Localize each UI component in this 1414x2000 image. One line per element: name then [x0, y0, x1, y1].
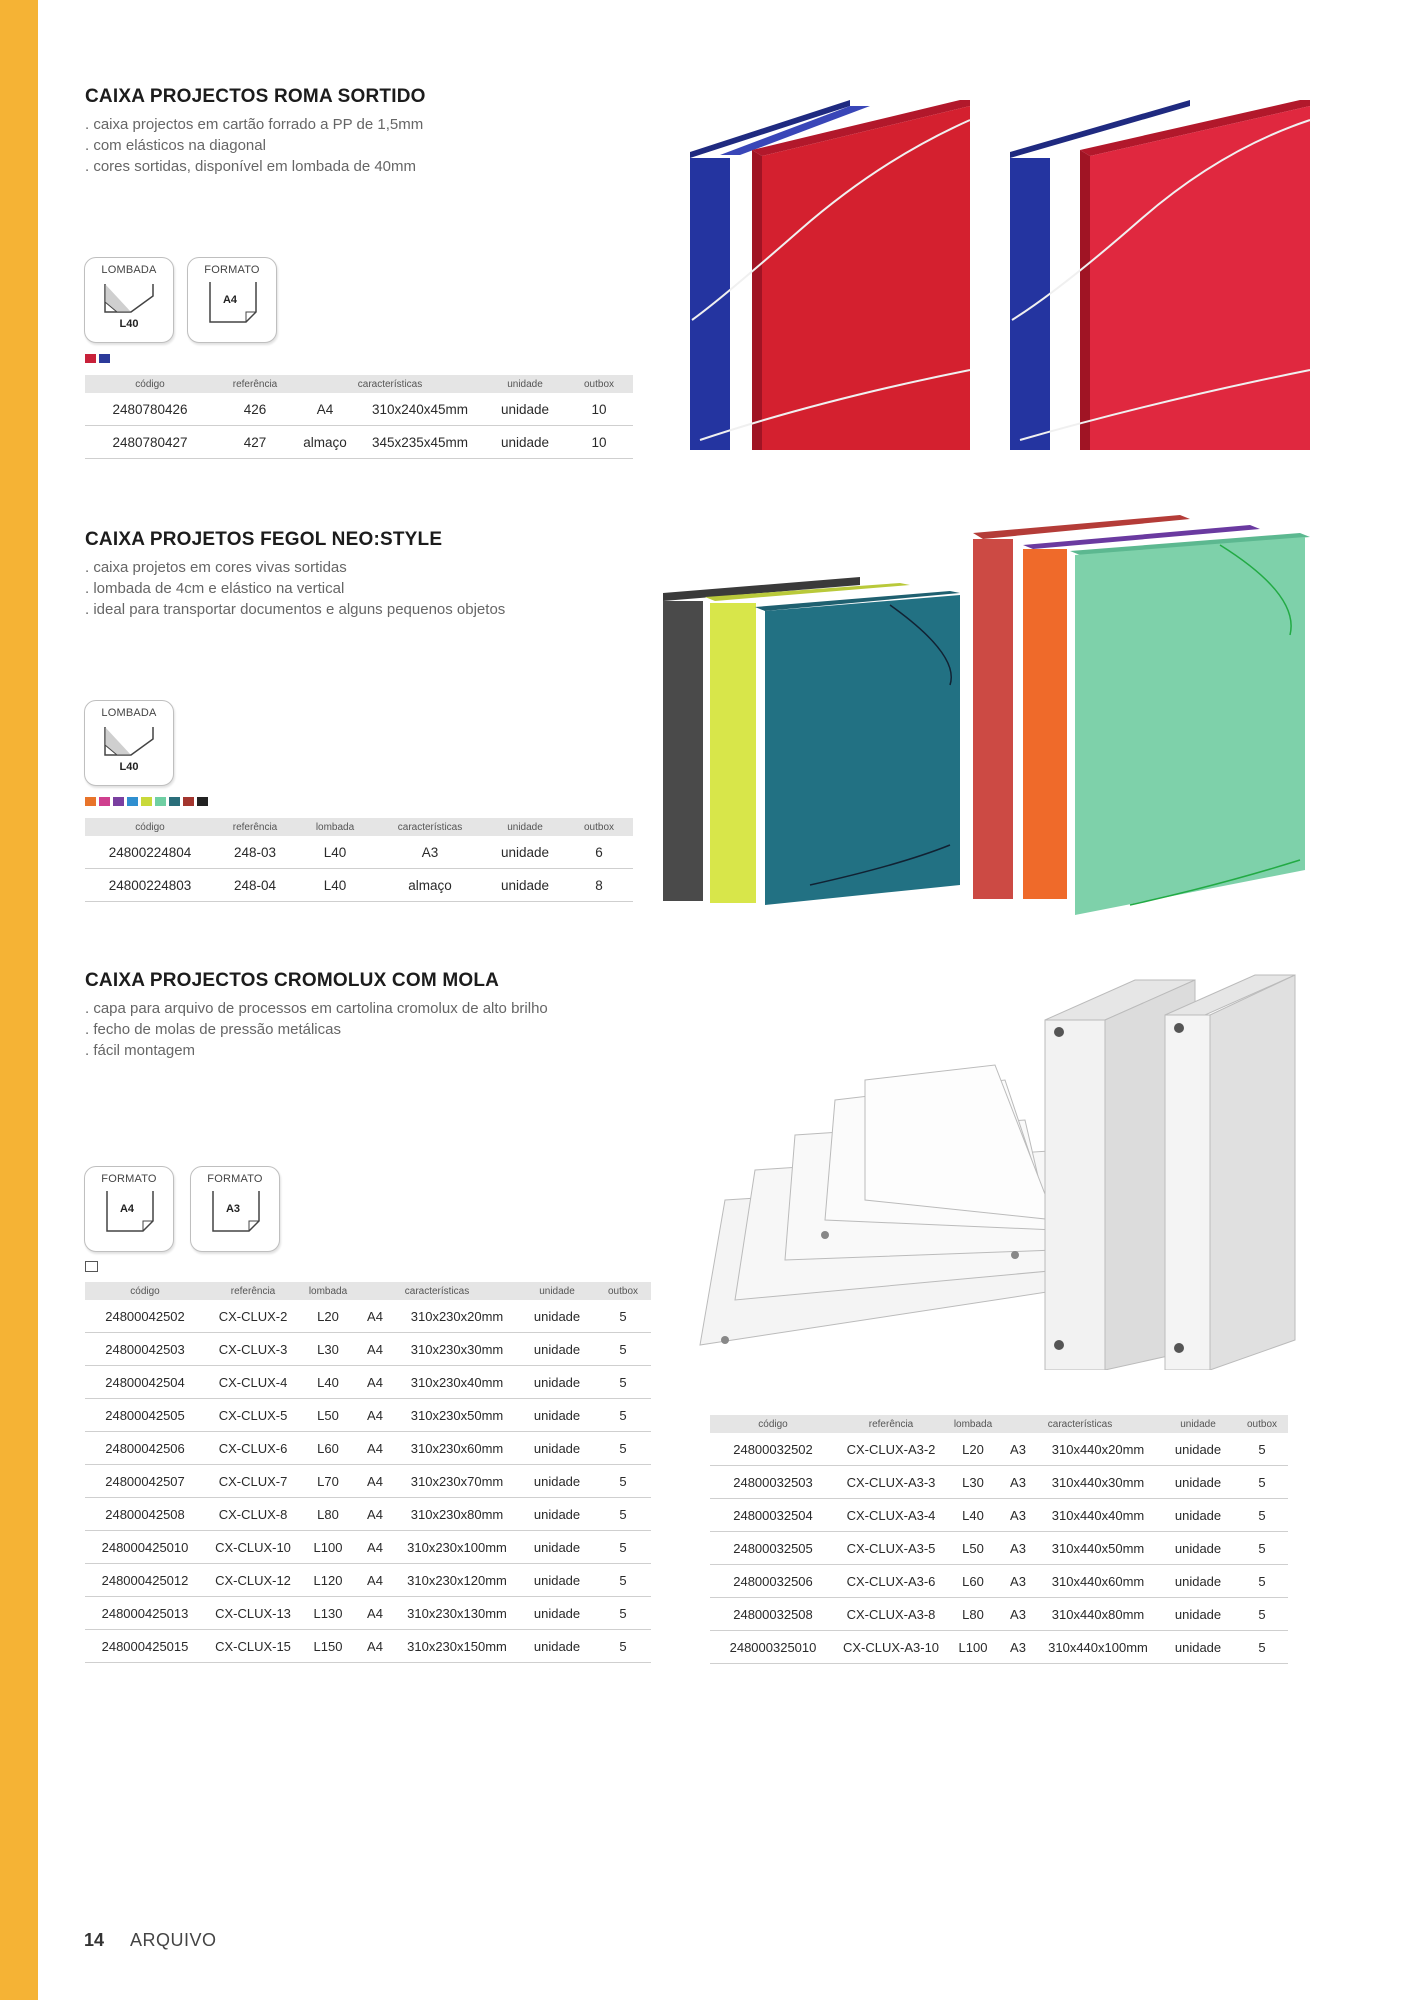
feature-list	[85, 114, 426, 177]
column-header: código	[85, 1282, 205, 1300]
table-row	[85, 1432, 651, 1465]
cell-size: 310x230x150mm	[395, 1630, 519, 1663]
spec-table-a4	[85, 1282, 651, 1663]
table-row	[85, 1498, 651, 1531]
table-row	[85, 1333, 651, 1366]
cell-size: 310x230x30mm	[395, 1333, 519, 1366]
cell-unit: unidade	[485, 393, 565, 426]
cell-code: 248000325010	[710, 1631, 836, 1664]
column-header: referência	[836, 1415, 946, 1433]
feature-item: . capa para arquivo de processos em cartolina cromolux de alto brilho	[85, 998, 548, 1019]
badge-value: L40	[119, 318, 139, 330]
cell-size: 310x230x50mm	[395, 1399, 519, 1432]
column-header: unidade	[519, 1282, 595, 1300]
cell-ref: CX-CLUX-4	[205, 1366, 301, 1399]
cell-code: 24800042502	[85, 1300, 205, 1333]
color-swatches	[85, 354, 110, 363]
feature-item: . cores sortidas, disponível em lombada de 40mm	[85, 156, 426, 177]
cell-spine: L30	[946, 1466, 1000, 1499]
cell-format: almaço	[375, 869, 485, 902]
cell-ref: CX-CLUX-3	[205, 1333, 301, 1366]
cell-spine: L20	[301, 1300, 355, 1333]
cell-spine: L100	[301, 1531, 355, 1564]
cell-code: 24800042503	[85, 1333, 205, 1366]
color-swatch	[85, 354, 96, 363]
cell-outbox: 5	[595, 1564, 651, 1597]
table-row	[85, 869, 633, 902]
cell-format: A4	[355, 1564, 395, 1597]
cell-code: 24800032505	[710, 1532, 836, 1565]
cell-size: 310x440x80mm	[1036, 1598, 1160, 1631]
cell-ref: CX-CLUX-A3-4	[836, 1499, 946, 1532]
table-row	[85, 1597, 651, 1630]
cell-unit: unidade	[519, 1432, 595, 1465]
product-title: CAIXA PROJETOS FEGOL NEO:STYLE	[85, 529, 443, 550]
column-header: outbox	[565, 818, 633, 836]
cell-ref: CX-CLUX-10	[205, 1531, 301, 1564]
color-swatch	[169, 797, 180, 806]
cell-ref: CX-CLUX-A3-3	[836, 1466, 946, 1499]
cell-unit: unidade	[519, 1498, 595, 1531]
cell-code: 248000425012	[85, 1564, 205, 1597]
cell-unit: unidade	[1160, 1466, 1236, 1499]
cell-ref: CX-CLUX-12	[205, 1564, 301, 1597]
cell-outbox: 10	[565, 393, 633, 426]
cell-size: 310x440x50mm	[1036, 1532, 1160, 1565]
section-fegol	[85, 529, 505, 620]
page-number: 14	[84, 1930, 105, 1950]
cell-size: 310x440x20mm	[1036, 1433, 1160, 1466]
color-swatch	[197, 797, 208, 806]
spec-table	[85, 375, 633, 459]
cell-spine: L50	[946, 1532, 1000, 1565]
feature-list	[85, 998, 548, 1061]
cell-code: 2480780427	[85, 426, 215, 459]
product-title: CAIXA PROJECTOS ROMA SORTIDO	[85, 86, 426, 107]
feature-item: . ideal para transportar documentos e alguns pequenos objetos	[85, 599, 505, 620]
cell-spine: L70	[301, 1465, 355, 1498]
cell-size: 310x230x120mm	[395, 1564, 519, 1597]
cell-spine: L40	[301, 1366, 355, 1399]
cell-size: 310x440x30mm	[1036, 1466, 1160, 1499]
column-header: lombada	[301, 1282, 355, 1300]
cell-outbox: 5	[595, 1333, 651, 1366]
table-row	[85, 1564, 651, 1597]
table-row	[710, 1466, 1288, 1499]
section-roma	[85, 86, 426, 177]
cell-format: A4	[355, 1300, 395, 1333]
cell-spine: L100	[946, 1631, 1000, 1664]
cell-unit: unidade	[1160, 1433, 1236, 1466]
table-row	[85, 836, 633, 869]
badge-label: LOMBADA	[101, 707, 157, 719]
column-header: código	[85, 375, 215, 393]
spine-badge	[84, 700, 174, 786]
cell-spine: L80	[946, 1598, 1000, 1631]
feature-item: . caixa projectos em cartão forrado a PP de 1,5mm	[85, 114, 426, 135]
color-swatch	[85, 1261, 98, 1272]
spine-badge	[84, 257, 174, 343]
cell-spine: L50	[301, 1399, 355, 1432]
cell-format: A4	[355, 1498, 395, 1531]
cell-size: 310x240x45mm	[355, 393, 485, 426]
product-title: CAIXA PROJECTOS CROMOLUX COM MOLA	[85, 970, 500, 991]
cell-code: 24800032503	[710, 1466, 836, 1499]
cell-format: A3	[375, 836, 485, 869]
cell-unit: unidade	[519, 1366, 595, 1399]
color-swatches	[85, 797, 208, 806]
color-swatches	[85, 1261, 98, 1272]
cell-format: A3	[1000, 1466, 1036, 1499]
cell-format: A4	[355, 1366, 395, 1399]
cell-format: A3	[1000, 1499, 1036, 1532]
color-swatch	[127, 797, 138, 806]
cell-unit: unidade	[519, 1564, 595, 1597]
column-header: referência	[215, 375, 295, 393]
cell-ref: CX-CLUX-8	[205, 1498, 301, 1531]
cell-code: 24800042505	[85, 1399, 205, 1432]
column-header: referência	[205, 1282, 301, 1300]
cell-ref: CX-CLUX-A3-6	[836, 1565, 946, 1598]
spine-icon	[103, 725, 155, 759]
cell-code: 24800224803	[85, 869, 215, 902]
cell-unit: unidade	[1160, 1565, 1236, 1598]
cell-format: A4	[355, 1432, 395, 1465]
column-header: código	[85, 818, 215, 836]
cell-outbox: 8	[565, 869, 633, 902]
column-header: características	[355, 1282, 519, 1300]
spec-table	[85, 818, 633, 902]
cell-size: 310x230x100mm	[395, 1531, 519, 1564]
feature-item: . fácil montagem	[85, 1040, 548, 1061]
cell-code: 2480780426	[85, 393, 215, 426]
cell-outbox: 5	[595, 1300, 651, 1333]
cell-code: 24800032504	[710, 1499, 836, 1532]
table-row	[710, 1499, 1288, 1532]
cell-outbox: 5	[1236, 1565, 1288, 1598]
cell-ref: CX-CLUX-15	[205, 1630, 301, 1663]
cell-unit: unidade	[1160, 1532, 1236, 1565]
cell-spine: L80	[301, 1498, 355, 1531]
cell-format: A3	[1000, 1565, 1036, 1598]
cell-code: 24800042508	[85, 1498, 205, 1531]
cell-unit: unidade	[1160, 1598, 1236, 1631]
cell-size: 310x230x130mm	[395, 1597, 519, 1630]
cell-code: 24800032508	[710, 1598, 836, 1631]
cell-outbox: 5	[1236, 1631, 1288, 1664]
cell-code: 24800224804	[85, 836, 215, 869]
feature-item: . caixa projetos em cores vivas sortidas	[85, 557, 505, 578]
cell-size: 310x440x60mm	[1036, 1565, 1160, 1598]
table-row	[710, 1598, 1288, 1631]
cell-unit: unidade	[519, 1399, 595, 1432]
cell-ref: CX-CLUX-6	[205, 1432, 301, 1465]
format-badge-a3	[190, 1166, 280, 1252]
color-swatch	[113, 797, 124, 806]
cell-unit: unidade	[519, 1333, 595, 1366]
cell-spine: L120	[301, 1564, 355, 1597]
badge-value: A4	[119, 1203, 135, 1215]
cell-format: A3	[1000, 1631, 1036, 1664]
cell-ref: 426	[215, 393, 295, 426]
color-swatch	[85, 797, 96, 806]
cell-unit: unidade	[485, 836, 565, 869]
cell-ref: CX-CLUX-A3-10	[836, 1631, 946, 1664]
section-cromolux	[85, 970, 548, 1061]
cell-spine: L40	[946, 1499, 1000, 1532]
cell-ref: CX-CLUX-A3-8	[836, 1598, 946, 1631]
format-badge-a4	[84, 1166, 174, 1252]
cell-spine: L20	[946, 1433, 1000, 1466]
cell-code: 24800042507	[85, 1465, 205, 1498]
cell-size: 310x440x100mm	[1036, 1631, 1160, 1664]
cell-format: A4	[355, 1630, 395, 1663]
cell-code: 24800042506	[85, 1432, 205, 1465]
cell-code: 248000425015	[85, 1630, 205, 1663]
color-swatch	[155, 797, 166, 806]
column-header: características	[295, 375, 485, 393]
color-swatch	[99, 797, 110, 806]
badge-label: FORMATO	[207, 1173, 263, 1185]
cell-unit: unidade	[519, 1531, 595, 1564]
table-row	[85, 426, 633, 459]
cell-unit: unidade	[485, 869, 565, 902]
feature-item: . lombada de 4cm e elástico na vertical	[85, 578, 505, 599]
cell-ref: 248-03	[215, 836, 295, 869]
cell-code: 24800032506	[710, 1565, 836, 1598]
cell-unit: unidade	[519, 1630, 595, 1663]
cell-format: A4	[355, 1333, 395, 1366]
cell-unit: unidade	[519, 1465, 595, 1498]
cell-outbox: 5	[1236, 1598, 1288, 1631]
cell-code: 24800032502	[710, 1433, 836, 1466]
badge-value: A4	[222, 294, 238, 306]
cell-ref: 248-04	[215, 869, 295, 902]
product-photo-roma	[680, 70, 1330, 460]
cell-format: A4	[355, 1399, 395, 1432]
column-header: características	[375, 818, 485, 836]
cell-spine: L40	[295, 869, 375, 902]
badge-label: FORMATO	[101, 1173, 157, 1185]
table-row	[85, 1399, 651, 1432]
column-header: outbox	[1236, 1415, 1288, 1433]
table-row	[85, 1366, 651, 1399]
cell-format: A4	[295, 393, 355, 426]
table-row	[85, 1465, 651, 1498]
product-photo-fegol	[660, 515, 1320, 915]
cell-format: almaço	[295, 426, 355, 459]
cell-spine: L60	[301, 1432, 355, 1465]
cell-unit: unidade	[1160, 1499, 1236, 1532]
cell-spine: L30	[301, 1333, 355, 1366]
color-swatch	[141, 797, 152, 806]
cell-spine: L130	[301, 1597, 355, 1630]
cell-size: 310x230x60mm	[395, 1432, 519, 1465]
cell-outbox: 6	[565, 836, 633, 869]
column-header: unidade	[485, 818, 565, 836]
cell-outbox: 5	[1236, 1499, 1288, 1532]
cell-outbox: 5	[1236, 1433, 1288, 1466]
cell-size: 310x230x80mm	[395, 1498, 519, 1531]
cell-outbox: 5	[595, 1399, 651, 1432]
cell-size: 310x230x20mm	[395, 1300, 519, 1333]
feature-list	[85, 557, 505, 620]
cell-outbox: 5	[1236, 1532, 1288, 1565]
cell-outbox: 5	[595, 1597, 651, 1630]
cell-unit: unidade	[519, 1300, 595, 1333]
section-label: ARQUIVO	[130, 1930, 217, 1950]
cell-ref: CX-CLUX-A3-5	[836, 1532, 946, 1565]
table-row	[710, 1433, 1288, 1466]
cell-format: A3	[1000, 1532, 1036, 1565]
product-photo-cromolux	[695, 970, 1305, 1370]
column-header: referência	[215, 818, 295, 836]
cell-ref: CX-CLUX-2	[205, 1300, 301, 1333]
cell-ref: CX-CLUX-7	[205, 1465, 301, 1498]
cell-unit: unidade	[1160, 1631, 1236, 1664]
feature-item: . fecho de molas de pressão metálicas	[85, 1019, 548, 1040]
color-swatch	[183, 797, 194, 806]
cell-code: 248000425010	[85, 1531, 205, 1564]
badge-label: FORMATO	[204, 264, 260, 276]
cell-outbox: 5	[595, 1465, 651, 1498]
column-header: código	[710, 1415, 836, 1433]
table-row	[85, 393, 633, 426]
spine-icon	[103, 282, 155, 316]
cell-outbox: 5	[595, 1630, 651, 1663]
cell-outbox: 5	[595, 1366, 651, 1399]
cell-unit: unidade	[485, 426, 565, 459]
badge-value: A3	[225, 1203, 241, 1215]
column-header: unidade	[485, 375, 565, 393]
cell-format: A3	[1000, 1598, 1036, 1631]
cell-outbox: 10	[565, 426, 633, 459]
column-header: lombada	[295, 818, 375, 836]
column-header: lombada	[946, 1415, 1000, 1433]
feature-item: . com elásticos na diagonal	[85, 135, 426, 156]
cell-format: A4	[355, 1465, 395, 1498]
cell-ref: CX-CLUX-A3-2	[836, 1433, 946, 1466]
cell-spine: L60	[946, 1565, 1000, 1598]
cell-format: A3	[1000, 1433, 1036, 1466]
cell-size: 310x440x40mm	[1036, 1499, 1160, 1532]
table-row	[710, 1532, 1288, 1565]
table-row	[85, 1630, 651, 1663]
accent-side-bar	[0, 0, 38, 2000]
spec-table-a3	[710, 1415, 1288, 1664]
column-header: unidade	[1160, 1415, 1236, 1433]
cell-ref: 427	[215, 426, 295, 459]
column-header: outbox	[565, 375, 633, 393]
table-row	[710, 1631, 1288, 1664]
cell-code: 248000425013	[85, 1597, 205, 1630]
cell-format: A4	[355, 1531, 395, 1564]
cell-ref: CX-CLUX-5	[205, 1399, 301, 1432]
cell-format: A4	[355, 1597, 395, 1630]
table-row	[710, 1565, 1288, 1598]
cell-outbox: 5	[595, 1498, 651, 1531]
cell-outbox: 5	[595, 1531, 651, 1564]
cell-ref: CX-CLUX-13	[205, 1597, 301, 1630]
table-row	[85, 1300, 651, 1333]
cell-spine: L40	[295, 836, 375, 869]
cell-spine: L150	[301, 1630, 355, 1663]
cell-code: 24800042504	[85, 1366, 205, 1399]
cell-unit: unidade	[519, 1597, 595, 1630]
cell-size: 345x235x45mm	[355, 426, 485, 459]
cell-size: 310x230x70mm	[395, 1465, 519, 1498]
cell-outbox: 5	[1236, 1466, 1288, 1499]
badge-label: LOMBADA	[101, 264, 157, 276]
badge-value: L40	[119, 761, 139, 773]
column-header: características	[1000, 1415, 1160, 1433]
color-swatch	[99, 354, 110, 363]
table-row	[85, 1531, 651, 1564]
format-badge	[187, 257, 277, 343]
column-header: outbox	[595, 1282, 651, 1300]
cell-outbox: 5	[595, 1432, 651, 1465]
cell-size: 310x230x40mm	[395, 1366, 519, 1399]
